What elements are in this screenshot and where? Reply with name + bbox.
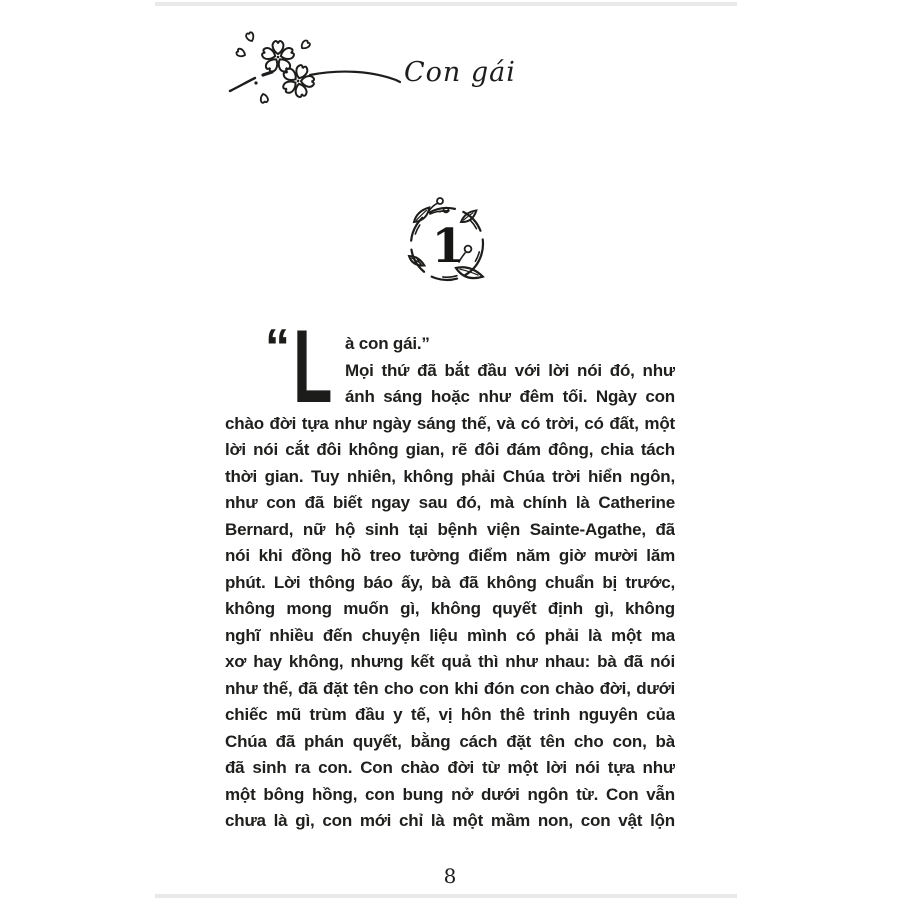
body-text-line: đã sinh ra con. Con chào đời từ một lời nói tựa như [225,758,675,777]
body-text-line: nói khi đồng hồ treo tường điểm năm giờ mười lăm [225,546,675,565]
body-text-line: nghĩ nhiều đến chuyện liệu mình có phải là một ma [225,625,675,645]
body-text-line: xơ hay không, nhưng kết quả thì như nhau: bà đã nói [225,652,675,671]
body-text-line: à con gái.” [345,334,430,353]
chapter-number: 1 [431,218,465,274]
body-text-line: chào đời tựa như ngày sáng thế, và có trời, có đất, một [225,413,675,433]
running-head-title: Con gái [404,57,516,88]
body-text-line: thời gian. Tuy nhiên, không phải Chúa trời hiển ngôn, [225,466,675,486]
sakura-flower-icon [277,60,320,102]
drop-cap-group [265,309,356,425]
body-text-line: lời nói cắt đôi không gian, rẽ đôi đám đông, chia tách [225,440,675,459]
body-text-line: như con đã biết ngay sau đó, mà chính là Catherine [225,493,675,512]
body-text-line: một bông hồng, con bung nở dưới ngôn từ. Con vẫn [225,784,675,804]
body-text-line: chiếc mũ trùm đầu y tế, vị hôn thê trinh nguyên của [225,705,675,724]
body-text-line: ánh sáng hoặc như đêm tối. Ngày con [345,387,675,406]
page-top-edge [155,2,737,6]
body-text-line: phút. Lời thông báo ấy, bà đã không chuẩn bị trước, [225,572,675,592]
page-number: 8 [443,864,457,888]
body-text-line: Bernard, nữ hộ sinh tại bệnh viện Sainte-Agathe, đã [225,519,675,539]
body-text-line: Mọi thứ đã bắt đầu với lời nói đó, như [345,360,675,380]
page-bottom-edge [155,894,737,898]
drop-cap-letter: L [292,309,333,425]
body-paragraph [225,309,675,835]
body-text-line: như thế, đã đặt tên cho con khi đón con chào đời, dưới [225,678,675,698]
body-text-line: chưa là gì, con mới chỉ là một mầm non, con vật lộn [225,811,675,830]
opening-quote-mark: “ [265,319,290,375]
body-text-line: Chúa đã phán quyết, bằng cách đặt tên cho con, bà [225,731,675,751]
body-text-line: không mong muốn gì, không quyết định gì, không [225,599,675,618]
